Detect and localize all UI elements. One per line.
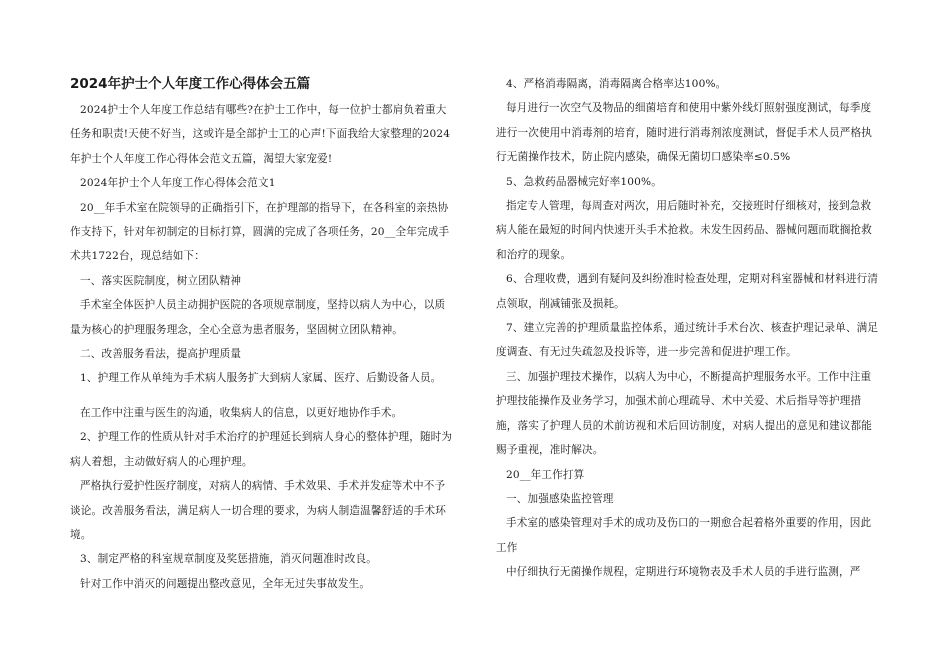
section-heading: 二、改善服务看法，提高护理质量 bbox=[80, 348, 242, 361]
paragraph: 7、建立完善的护理质量监控体系，通过统计手术台次、核查护理记录单、满足度调查、有无过失疏忽及投诉等，进一步完善和促进护理工作。 bbox=[496, 322, 879, 359]
paragraph: 2024护士个人年度工作总结有哪些?在护士工作中，每一位护士都肩负着重大任务和职责!天使不好当，这或许是全部护士工的心声!下面我给大家整理的2024年护士个人年度工作心得体会范文五篇，渴望大家宠爱! bbox=[70, 104, 451, 165]
paragraph: 3、制定严格的科室规章制度及奖惩措施，消灭问题准时改良。 bbox=[80, 553, 377, 566]
paragraph: 5、急救药品器械完好率100%。 bbox=[506, 175, 662, 188]
paragraph: 每月进行一次空气及物品的细菌培育和使用中紫外线灯照射强度测试，每季度进行一次使用中消毒剂的培育，随时进行消毒剂浓度测试，督促手术人员严格执行无菌操作技术，防止院内感染，确保无菌切口感染率≤0.5% bbox=[496, 102, 873, 164]
paragraph: 1、护理工作从单纯为手术病人服务扩大到病人家属、医疗、后勤设备人员。 bbox=[80, 372, 442, 385]
paragraph: 4、严格消毒隔离，消毒隔离合格率达100%。 bbox=[506, 78, 727, 90]
right-column bbox=[496, 74, 882, 585]
paragraph: 中仔细执行无菌操作规程，定期进行环境物表及手术人员的手进行监测，严 bbox=[506, 566, 861, 579]
paragraph: 严格执行爱护性医疗制度，对病人的病情、手术效果、手术并发症等术中不予谈论。改善服务看法，满足病人一切合理的要求，为病人制造温馨舒适的手术环境。 bbox=[70, 480, 447, 541]
paragraph: 手术室全体医护人员主动拥护医院的各项规章制度，坚持以病人为中心，以质量为核心的护理服务理念，全心全意为患者服务，坚固树立团队精神。 bbox=[70, 299, 446, 336]
left-column bbox=[70, 74, 456, 596]
paragraph: 针对工作中消灭的问题提出整改意见，全年无过失事故发生。 bbox=[80, 577, 371, 590]
paragraph: 手术室的感染管理对手术的成功及伤口的一期愈合起着格外重要的作用，因此工作 bbox=[496, 517, 872, 554]
paragraph: 2024年护士个人年度工作心得体会范文1 bbox=[80, 177, 276, 190]
paragraph: 三、加强护理技术操作，以病人为中心，不断提高护理服务水平。工作中注重护理技能操作及业务学习，加强术前心理疏导、术中关爱、术后指导等护理措施，落实了护理人员的术前访视和术后回访制度，对病人提出的意见和建议都能赐予重视，准时解决。 bbox=[496, 370, 873, 457]
document-title: 2024年护士个人年度工作心得体会五篇 bbox=[70, 76, 311, 92]
section-heading: 一、落实医院制度，树立团队精神 bbox=[80, 274, 242, 287]
paragraph: 在工作中注重与医生的沟通，收集病人的信息，以更好地协作手术。 bbox=[80, 406, 403, 419]
section-heading: 20__年工作打算 bbox=[506, 468, 585, 481]
paragraph: 6、合理收费，遇到有疑问及纠纷准时检查处理，定期对科室器械和材料进行清点领取，削减铺张及损耗。 bbox=[496, 273, 879, 310]
paragraph: 20__年手术室在院领导的正确指引下，在护理部的指导下，在各科室的亲热协作支持下，针对年初制定的目标打算，圆满的完成了各项任务，20__全年完成手术共1722台，现总结如下： bbox=[70, 201, 450, 263]
paragraph: 2、护理工作的性质从针对手术治疗的护理延长到病人身心的整体护理，随时为病人着想，主动做好病人的心理护理。 bbox=[70, 431, 453, 468]
section-heading: 一、加强感染监控管理 bbox=[506, 492, 614, 505]
spacer bbox=[70, 391, 456, 401]
paragraph: 指定专人管理，每周查对两次，用后随时补充，交接班时仔细核对，接到急救病人能在最短的时间内快速开头手术抢救。未发生因药品、器械问题而耽搁抢救和治疗的现象。 bbox=[496, 200, 873, 261]
